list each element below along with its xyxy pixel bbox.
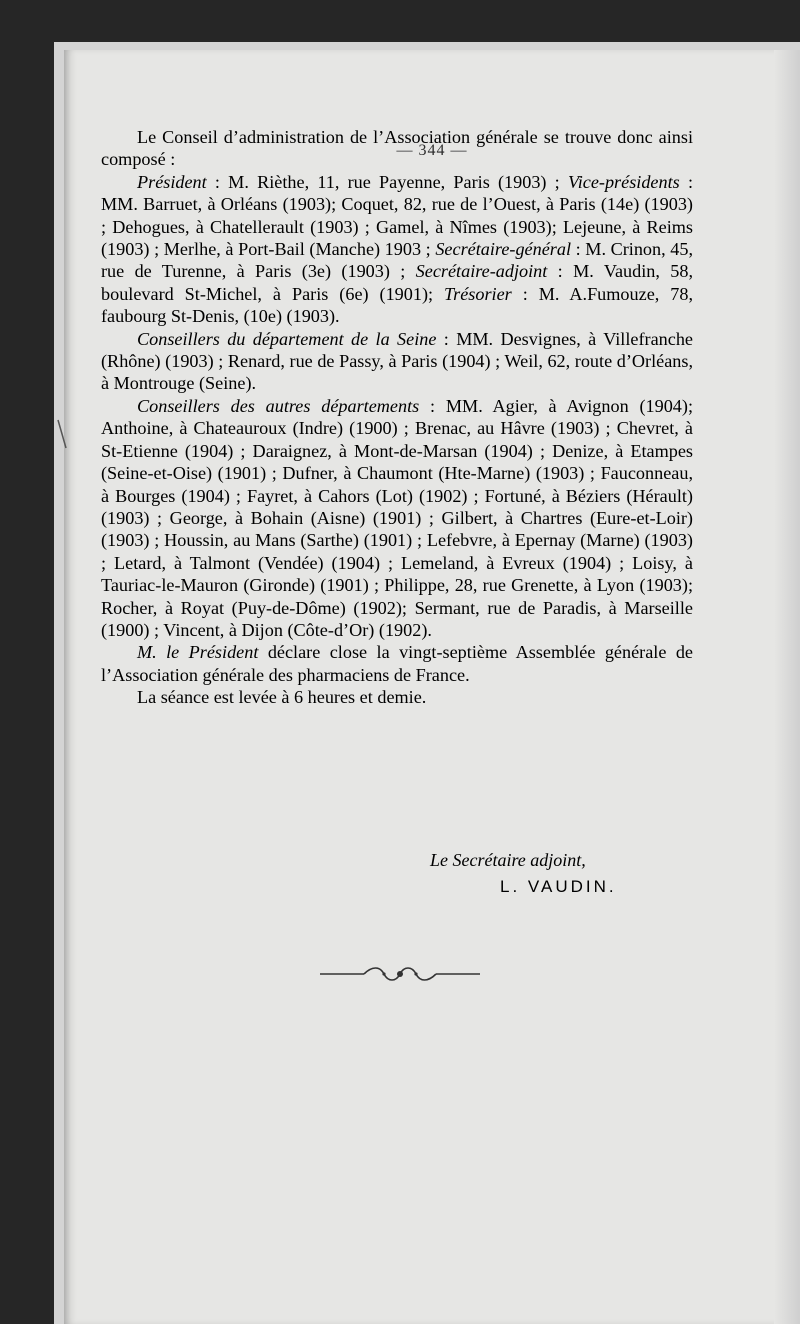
page-number: — 344 — xyxy=(396,142,468,159)
secretaire-general-label: Secrétaire-général xyxy=(435,239,572,260)
vice-presidents-label: Vice-présidents xyxy=(567,171,680,192)
autres-text: : MM. Agier, à Avignon (1904); Anthoine, à Chateauroux (Indre) (1900) ; Brenac, au Hâvre (1903) ; Chevret, à St-Etienne (1904) ; Daraignez, à Mont-de-Marsan (1904) ; Denize, à Etampes (Seine-et-Oise) (1901) ; Dufner, à Chaumont (Hte-Marne) (1903) ; Fauconneau, à Bourges (1904) ; Fayret, à Cahors (Lot) (1902) ; Fortuné, à Béziers (Hérault) (1903) ; George, à Bohain (Aisne) (1901) ; Gilbert, à Chartres (Eure-et-Loir) (1903) ; Houssin, au Mans (Sarthe) (1901) ; Lefebvre, à Epernay (Marne) (1903) ; Letard, à Talmont (Vendée) (1904) ; Lemeland, à Evreux (1904) ; Loisy, à Tauriac-le-Mauron (Gironde) (1901) ; Philippe, 28, rue Grenette, à Lyon (1903); Rocher, à Royat (Puy-de-Dôme) (1902); Sermant, rue de Paradis, à Marseille (1900) ; Vincent, à Dijon (Côte-d’Or) (1902). xyxy=(101,395,693,640)
secretaire-general-text: : M. Crinon, 45, rue de Turenne, à Paris (3e) (1903) ; xyxy=(101,239,694,282)
bureau-paragraph xyxy=(101,171,693,328)
fleuron-ornament-icon xyxy=(320,964,480,984)
closing-text: déclare close la vingt-septième Assemblée générale de l’Association générale des pharmaciens de France. xyxy=(101,642,694,685)
page-edge xyxy=(774,50,800,1324)
closing-paragraph xyxy=(101,641,693,686)
secretaire-adjoint-text: : M. Vaudin, 58, boulevard St-Michel, à Paris (6e) (1901); xyxy=(101,261,693,304)
president-closing-label: M. le Président xyxy=(137,642,259,663)
signature-title: Le Secrétaire adjoint, xyxy=(430,850,586,870)
intro-paragraph: Le Conseil d’administration de l’Association générale se trouve donc ainsi composé : xyxy=(101,127,693,170)
autres-label: Conseillers des autres départements xyxy=(137,395,420,416)
signature-name: L. VAUDIN. xyxy=(500,877,617,896)
seine-paragraph xyxy=(101,328,693,395)
tresorier-text: : M. A.Fumouze, 78, faubourg St-Denis, (10e) (1903). xyxy=(101,283,693,327)
seance-paragraph: La séance est levée à 6 heures et demie. xyxy=(137,687,427,708)
seine-text: : MM. Desvignes, à Villefranche (Rhône) (1903) ; Renard, rue de Passy, à Paris (1904) ; Weil, 62, route d’Orléans, à Montrouge (Seine). xyxy=(101,328,694,394)
tresorier-label: Trésorier xyxy=(444,283,512,304)
president-text: : M. Rièthe, 11, rue Payenne, Paris (1903) ; xyxy=(206,171,568,192)
secretaire-adjoint-label: Secrétaire-adjoint xyxy=(415,261,548,282)
seine-label: Conseillers du département de la Seine xyxy=(137,328,437,349)
body-text xyxy=(101,126,693,709)
vice-presidents-text: : MM. Barruet, à Orléans (1903); Coquet, 82, rue de l’Ouest, à Paris (14e) (1903) ; Dehogues, à Chatellerault (1903) ; Gamel, à Nîmes (1903); Lejeune, à Reims (1903) ; Merlhe, à Port-Bail (Manche) 1903 ; xyxy=(101,171,693,260)
margin-mark-icon xyxy=(56,418,68,452)
autres-paragraph xyxy=(101,395,693,641)
president-label: Président xyxy=(137,171,207,192)
